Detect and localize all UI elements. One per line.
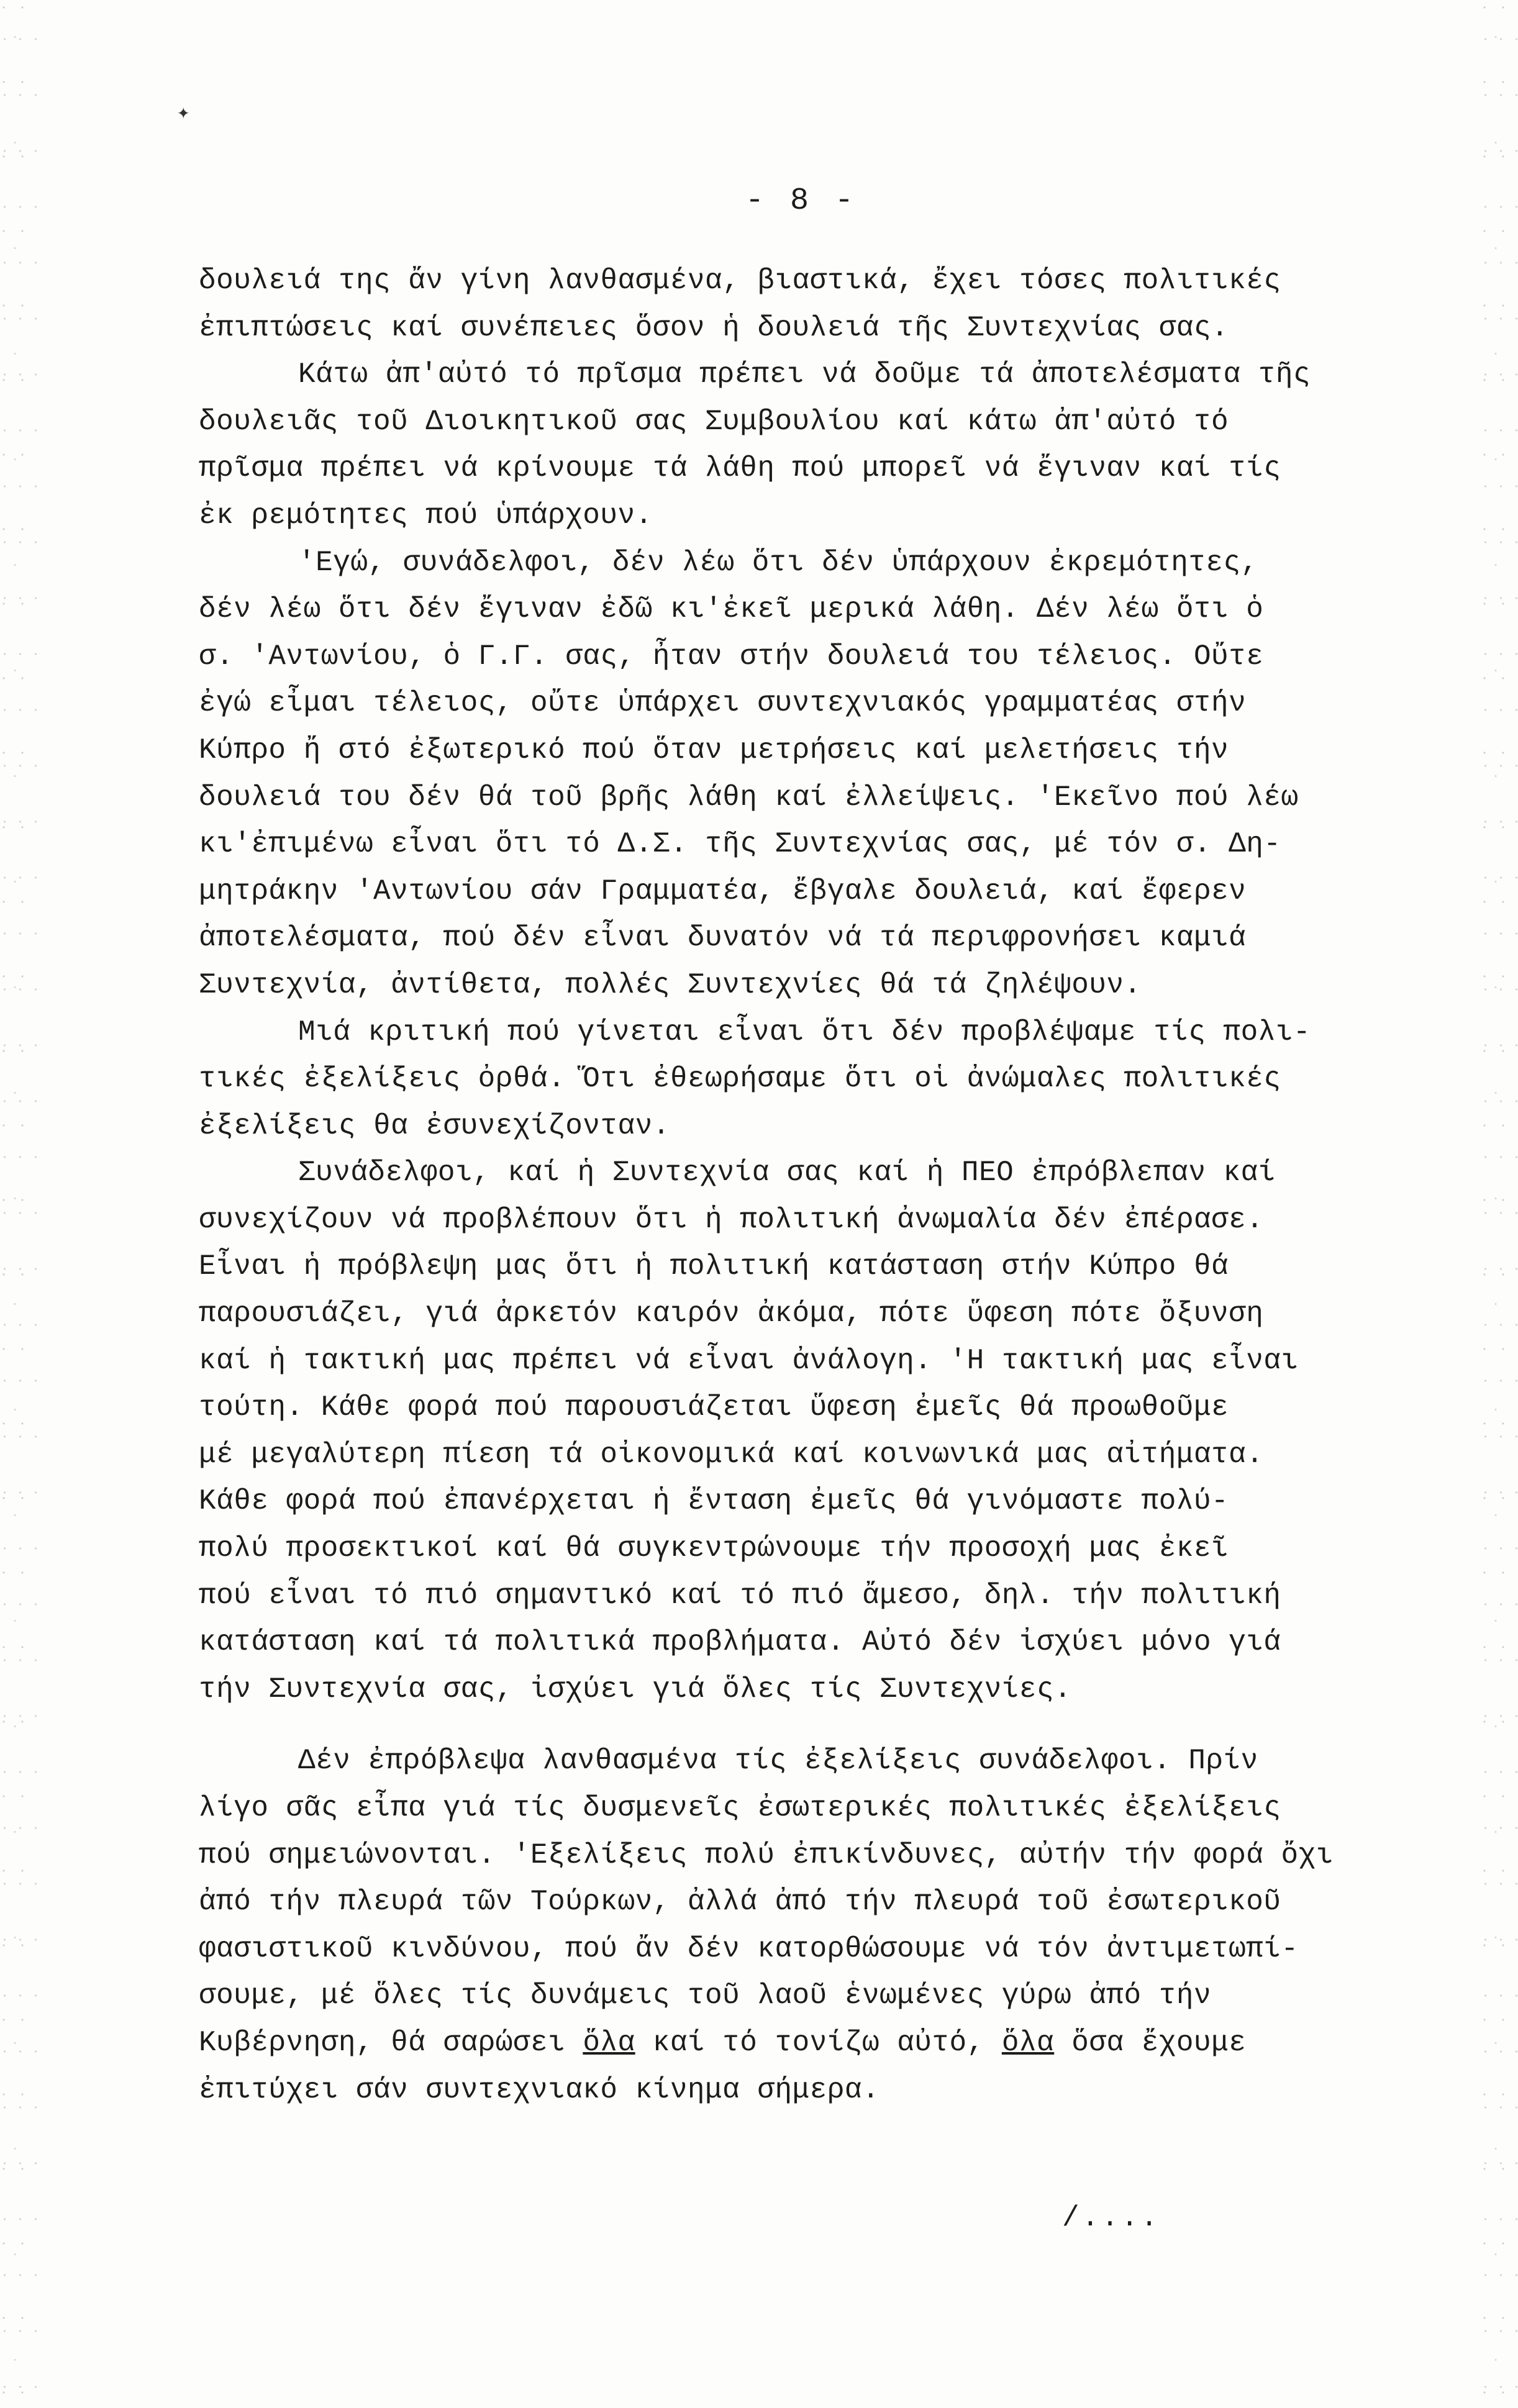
text-line: συνεχίζουν νά προβλέπουν ὅτι ἡ πολιτική ἀνωμαλία δέν ἐπέρασε. [199, 1203, 1264, 1236]
text-line: Κύπρο ἤ στό ἐξωτερικό πού ὅταν μετρήσεις καί μελετήσεις τήν [199, 734, 1229, 766]
page-number: - 8 - [745, 183, 858, 219]
text-line: δέν λέω ὅτι δέν ἔγιναν ἐδῶ κι'ἐκεῖ μερικά λάθη. Δέν λέω ὅτι ὁ [199, 593, 1264, 626]
text-line: Εἶναι ἡ πρόβλεψη μας ὅτι ἡ πολιτική κατάσταση στήν Κύπρο θά [199, 1250, 1229, 1283]
text-line: ἐκ ρεμότητες πού ὑπάρχουν. [199, 499, 653, 532]
underlined-word: ὅλα [583, 2026, 635, 2059]
text-line: δουλειᾶς τοῦ Διοικητικοῦ σας Συμβουλίου καί κάτω ἀπ'αὐτό τό [199, 405, 1229, 438]
paragraph-gap [199, 1713, 1404, 1738]
ink-mark: ✦ [177, 102, 190, 125]
text-line: πού εἶναι τό πιό σημαντικό καί τό πιό ἄμεσο, δηλ. τήν πολιτική [199, 1579, 1281, 1612]
document-body [199, 258, 1404, 2114]
text-line: κατάσταση καί τά πολιτικά προβλήματα. Αὐτό δέν ἰσχύει μόνο γιά [199, 1626, 1281, 1659]
text-line: τήν Συντεχνία σας, ἰσχύει γιά ὅλες τίς Συντεχνίες. [199, 1673, 1072, 1706]
scan-edge-left [0, 0, 37, 2408]
text-segment: Κυβέρνηση, θά σαρώσει [199, 2026, 583, 2059]
text-line: μέ μεγαλύτερη πίεση τά οἰκονομικά καί κοινωνικά μας αἰτήματα. [199, 1438, 1264, 1471]
text-line: ἀπό τήν πλευρά τῶν Τούρκων, ἀλλά ἀπό τήν πλευρά τοῦ ἐσωτερικοῦ [199, 1886, 1281, 1919]
text-segment: ὅσα ἔχουμε [1054, 2026, 1247, 2059]
text-line: Κάτω ἀπ'αὐτό τό πρῖσμα πρέπει νά δοῦμε τά ἀποτελέσματα τῆς [298, 358, 1311, 391]
text-line: ἐγώ εἶμαι τέλειος, οὔτε ὑπάρχει συντεχνιακός γραμματέας στήν [199, 687, 1247, 720]
text-line: σουμε, μέ ὅλες τίς δυνάμεις τοῦ λαοῦ ἑνωμένες γύρω ἀπό τήν [199, 1979, 1212, 2012]
text-line: σ. 'Αντωνίου, ὁ Γ.Γ. σας, ἦταν στήν δουλειά του τέλειος. Οὔτε [199, 640, 1264, 673]
text-line: μητράκην 'Αντωνίου σάν Γραμματέα, ἔβγαλε δουλειά, καί ἔφερεν [199, 875, 1247, 907]
text-line: λίγο σᾶς εἶπα γιά τίς δυσμενεῖς ἐσωτερικές πολιτικές ἐξελίξεις [199, 1792, 1281, 1824]
text-line: Συντεχνία, ἀντίθετα, πολλές Συντεχνίες θά τά ζηλέψουν. [199, 968, 1142, 1001]
text-line: τούτη. Κάθε φορά πού παρουσιάζεται ὕφεση ἐμεῖς θά προωθοῦμε [199, 1391, 1229, 1424]
text-line: ἐπιτύχει σάν συντεχνιακό κίνημα σήμερα. [199, 2073, 880, 2106]
text-line: δουλειά του δέν θά τοῦ βρῆς λάθη καί ἐλλείψεις. 'Εκεῖνο πού λέω [199, 781, 1299, 814]
text-line: Κάθε φορά πού ἐπανέρχεται ἡ ἔνταση ἐμεῖς θά γινόμαστε πολύ- [199, 1485, 1229, 1518]
continuation-mark: /.... [1062, 2202, 1161, 2234]
underlined-word: ὅλα [1001, 2026, 1055, 2059]
text-line: τικές ἐξελίξεις ὀρθά. Ὅτι ἐθεωρήσαμε ὅτι οἱ ἀνώμαλες πολιτικές [199, 1063, 1281, 1096]
text-line: 'Εγώ, συνάδελφοι, δέν λέω ὅτι δέν ὑπάρχουν ἐκρεμότητες, [298, 546, 1258, 579]
text-segment: καί τό τονίζω αὐτό, [635, 2026, 1002, 2059]
text-line: πολύ προσεκτικοί καί θά συγκεντρώνουμε τήν προσοχή μας ἐκεῖ [199, 1532, 1229, 1565]
text-line: πρῖσμα πρέπει νά κρίνουμε τά λάθη πού μπορεῖ νά ἔγιναν καί τίς [199, 452, 1281, 485]
text-line: καί ἡ τακτική μας πρέπει νά εἶναι ἀνάλογη. 'Η τακτική μας εἶναι [199, 1344, 1299, 1377]
text-line: Δέν ἐπρόβλεψα λανθασμένα τίς ἐξελίξεις συνάδελφοι. Πρίν [298, 1745, 1258, 1778]
text-line: Συνάδελφοι, καί ἡ Συντεχνία σας καί ἡ ΠΕΟ ἐπρόβλεπαν καί [298, 1156, 1276, 1189]
text-line: κι'ἐπιμένω εἶναι ὅτι τό Δ.Σ. τῆς Συντεχνίας σας, μέ τόν σ. Δη- [199, 828, 1281, 861]
text-line: δουλειά της ἄν γίνη λανθασμένα, βιαστικά, ἔχει τόσες πολιτικές [199, 265, 1281, 297]
text-line: Μιά κριτική πού γίνεται εἶναι ὅτι δέν προβλέψαμε τίς πολι- [298, 1015, 1311, 1048]
text-line: ἐξελίξεις θα ἐσυνεχίζονταν. [199, 1109, 670, 1142]
scan-edge-right [1481, 0, 1518, 2408]
text-line: ἐπιπτώσεις καί συνέπειες ὅσον ἡ δουλειά τῆς Συντεχνίας σας. [199, 311, 1229, 344]
text-line: ἀποτελέσματα, πού δέν εἶναι δυνατόν νά τά περιφρονήσει καμιά [199, 922, 1247, 955]
text-line: πού σημειώνονται. 'Εξελίξεις πολύ ἐπικίνδυνες, αὐτήν τήν φορά ὄχι [199, 1838, 1334, 1871]
text-line: φασιστικοῦ κινδύνου, πού ἄν δέν κατορθώσουμε νά τόν ἀντιμετωπί- [199, 1932, 1299, 1965]
text-line-underlined [199, 2020, 1404, 2067]
text-line: παρουσιάζει, γιά ἀρκετόν καιρόν ἀκόμα, πότε ὕφεση πότε ὄξυνση [199, 1297, 1264, 1330]
